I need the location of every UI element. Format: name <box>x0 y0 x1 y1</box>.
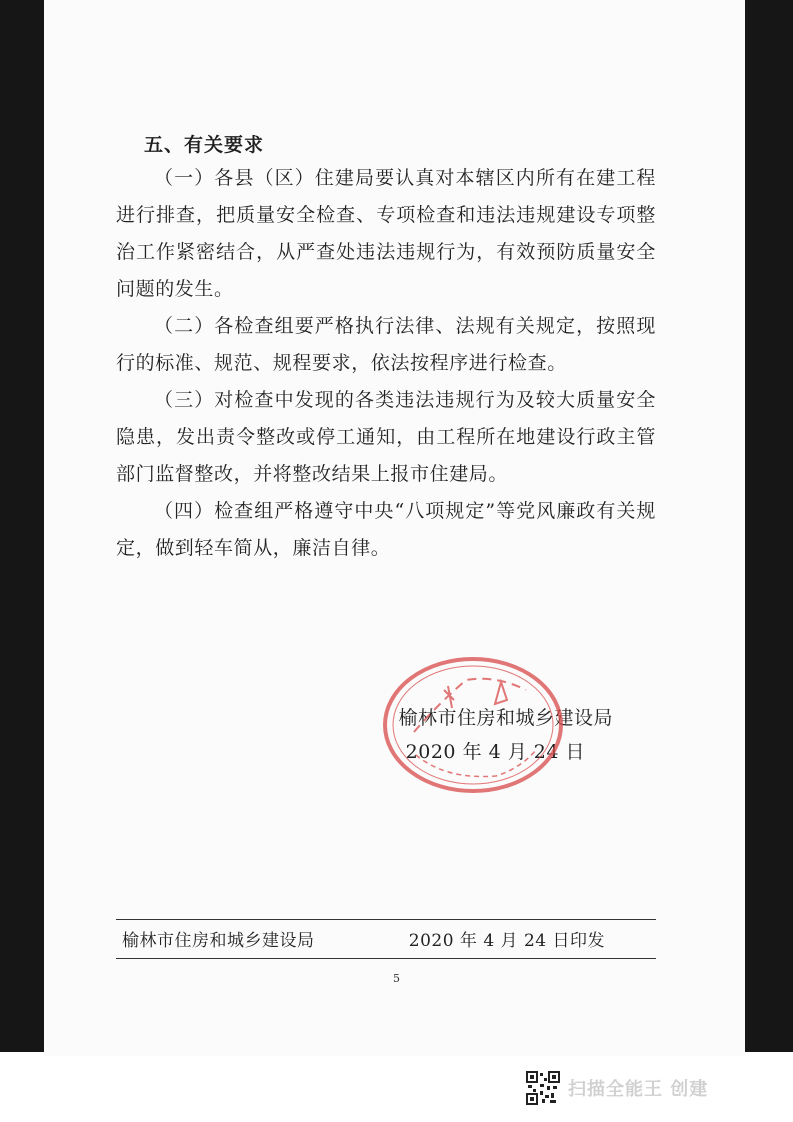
footer-rule-bottom <box>116 958 656 959</box>
paragraph-2: （二）各检查组要严格执行法律、法规有关规定，按照现行的标准、规范、规程要求，依法按程序进行检查。 <box>116 315 656 374</box>
signature-date: 2020 年 4 月 24 日 <box>405 741 585 763</box>
page-number: 5 <box>393 972 400 985</box>
signature-organization: 榆林市住房和城乡建设局 <box>398 707 613 729</box>
section-title: 五、有关要求 <box>144 134 265 156</box>
body-text <box>116 160 656 567</box>
qr-code-icon <box>526 1071 560 1105</box>
paragraph-3: （三）对检查中发现的各类违法违规行为及较大质量安全隐患，发出责令整改或停工通知，由工程所在地建设行政主管部门监督整改，并将整改结果上报市住建局。 <box>116 389 656 485</box>
document-page <box>44 0 745 1056</box>
scan-border-left <box>0 0 44 1056</box>
footer-rule-top <box>116 919 656 920</box>
footer-issue-date: 2020 年 4 月 24 日印发 <box>408 931 605 951</box>
scan-border-right <box>745 0 793 1056</box>
scanner-watermark-text: 扫描全能王 创建 <box>568 1079 709 1100</box>
paragraph-1: （一）各县（区）住建局要认真对本辖区内所有在建工程进行排查，把质量安全检查、专项检查和违法违规建设专项整治工作紧密结合，从严查处违法违规行为，有效预防质量安全问题的发生。 <box>116 167 656 300</box>
footer-issuer: 榆林市住房和城乡建设局 <box>122 931 315 951</box>
paragraph-4: （四）检查组严格遵守中央“八项规定”等党风廉政有关规定，做到轻车简从，廉洁自律。 <box>116 500 656 559</box>
